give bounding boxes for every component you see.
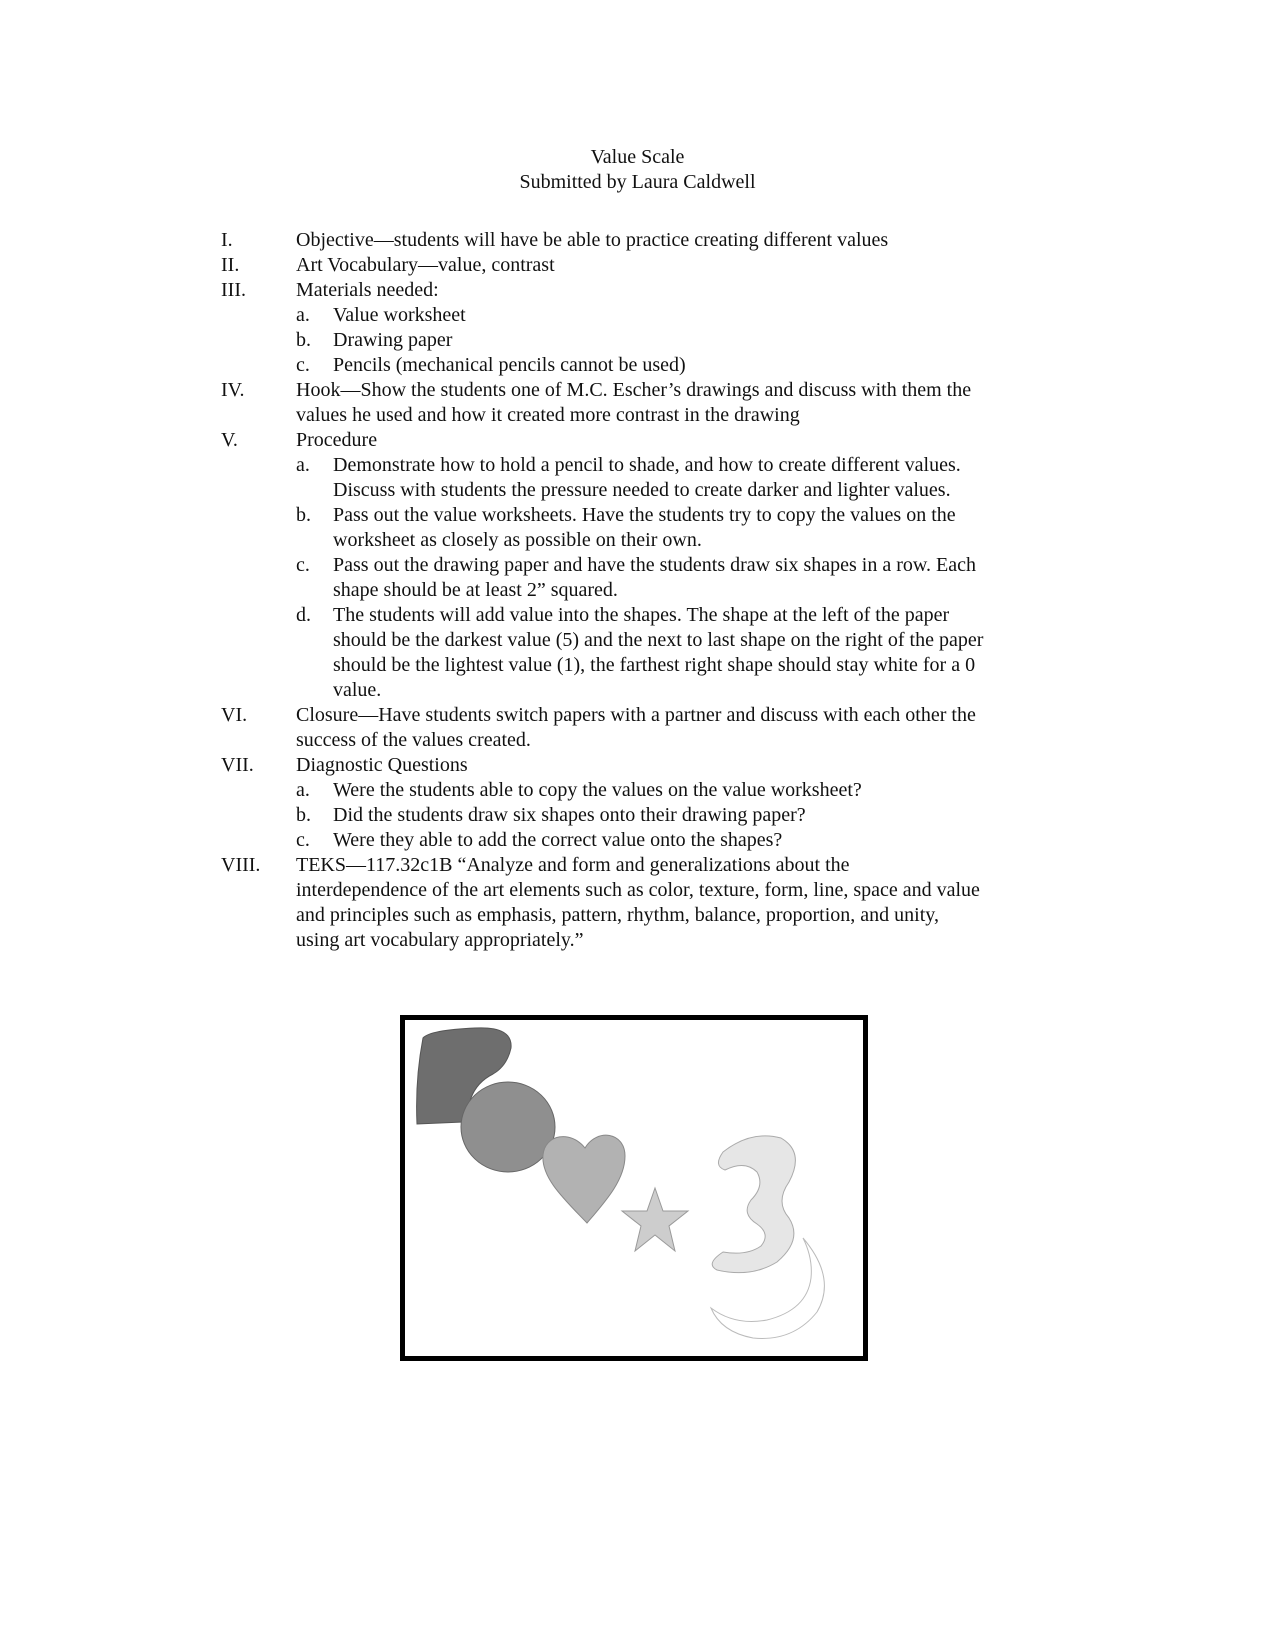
document-subtitle: Submitted by Laura Caldwell <box>519 171 756 193</box>
section-vocabulary: Art Vocabulary—value, contrast <box>296 254 555 276</box>
heart-shape <box>543 1135 625 1223</box>
list-item-line: value. <box>333 679 382 701</box>
list-letter: a. <box>296 779 310 801</box>
list-item: Value worksheet <box>333 304 466 326</box>
list-item: Pencils (mechanical pencils cannot be used) <box>333 354 686 376</box>
section-teks-line: using art vocabulary appropriately.” <box>296 929 584 951</box>
star-shape <box>622 1188 688 1251</box>
section-numeral: I. <box>221 229 233 251</box>
section-numeral: VI. <box>221 704 248 726</box>
list-item-line: Pass out the drawing paper and have the students draw six shapes in a row. Each <box>333 554 976 576</box>
document-title: Value Scale <box>590 146 685 168</box>
circle-shape <box>461 1082 555 1172</box>
section-closure-line: success of the values created. <box>296 729 531 751</box>
section-numeral: III. <box>221 279 246 301</box>
list-letter: c. <box>296 829 310 851</box>
section-teks-line: interdependence of the art elements such as color, texture, form, line, space and value <box>296 879 980 901</box>
section-teks-line: TEKS—117.32c1B “Analyze and form and generalizations about the <box>296 854 850 876</box>
list-letter: c. <box>296 354 310 376</box>
list-item-line: should be the lightest value (1), the farthest right shape should stay white for a 0 <box>333 654 976 676</box>
section-teks-line: and principles such as emphasis, pattern, rhythm, balance, proportion, and unity, <box>296 904 939 926</box>
section-closure-line: Closure—Have students switch papers with a partner and discuss with each other the <box>296 704 976 726</box>
list-item-line: Pass out the value worksheets. Have the students try to copy the values on the <box>333 504 956 526</box>
section-numeral: VII. <box>221 754 254 776</box>
value-scale-drawing <box>400 1015 868 1361</box>
section-numeral: IV. <box>221 379 245 401</box>
list-item: Were the students able to copy the values on the value worksheet? <box>333 779 862 801</box>
section-procedure: Procedure <box>296 429 378 451</box>
list-letter: a. <box>296 454 310 476</box>
list-item-line: Discuss with students the pressure needed to create darker and lighter values. <box>333 479 951 501</box>
list-letter: b. <box>296 329 311 351</box>
section-materials: Materials needed: <box>296 279 439 301</box>
list-letter: b. <box>296 804 311 826</box>
section-hook-line: Hook—Show the students one of M.C. Escher’s drawings and discuss with them the <box>296 379 972 401</box>
list-letter: b. <box>296 504 311 526</box>
section-numeral: V. <box>221 429 238 451</box>
section-hook-line: values he used and how it created more contrast in the drawing <box>296 404 800 426</box>
list-letter: c. <box>296 554 310 576</box>
section-numeral: VIII. <box>221 854 261 876</box>
list-letter: a. <box>296 304 310 326</box>
section-objective: Objective—students will have be able to practice creating different values <box>296 229 889 251</box>
list-item: Drawing paper <box>333 329 453 351</box>
list-item-line: Demonstrate how to hold a pencil to shade, and how to create different values. <box>333 454 961 476</box>
list-letter: d. <box>296 604 311 626</box>
list-item: Did the students draw six shapes onto their drawing paper? <box>333 804 806 826</box>
number-three-shape <box>712 1136 795 1273</box>
list-item: Were they able to add the correct value onto the shapes? <box>333 829 783 851</box>
list-item-line: should be the darkest value (5) and the next to last shape on the right of the paper <box>333 629 984 651</box>
list-item-line: shape should be at least 2” squared. <box>333 579 618 601</box>
list-item-line: worksheet as closely as possible on their own. <box>333 529 702 551</box>
section-numeral: II. <box>221 254 240 276</box>
section-diagnostic: Diagnostic Questions <box>296 754 468 776</box>
list-item-line: The students will add value into the shapes. The shape at the left of the paper <box>333 604 950 626</box>
